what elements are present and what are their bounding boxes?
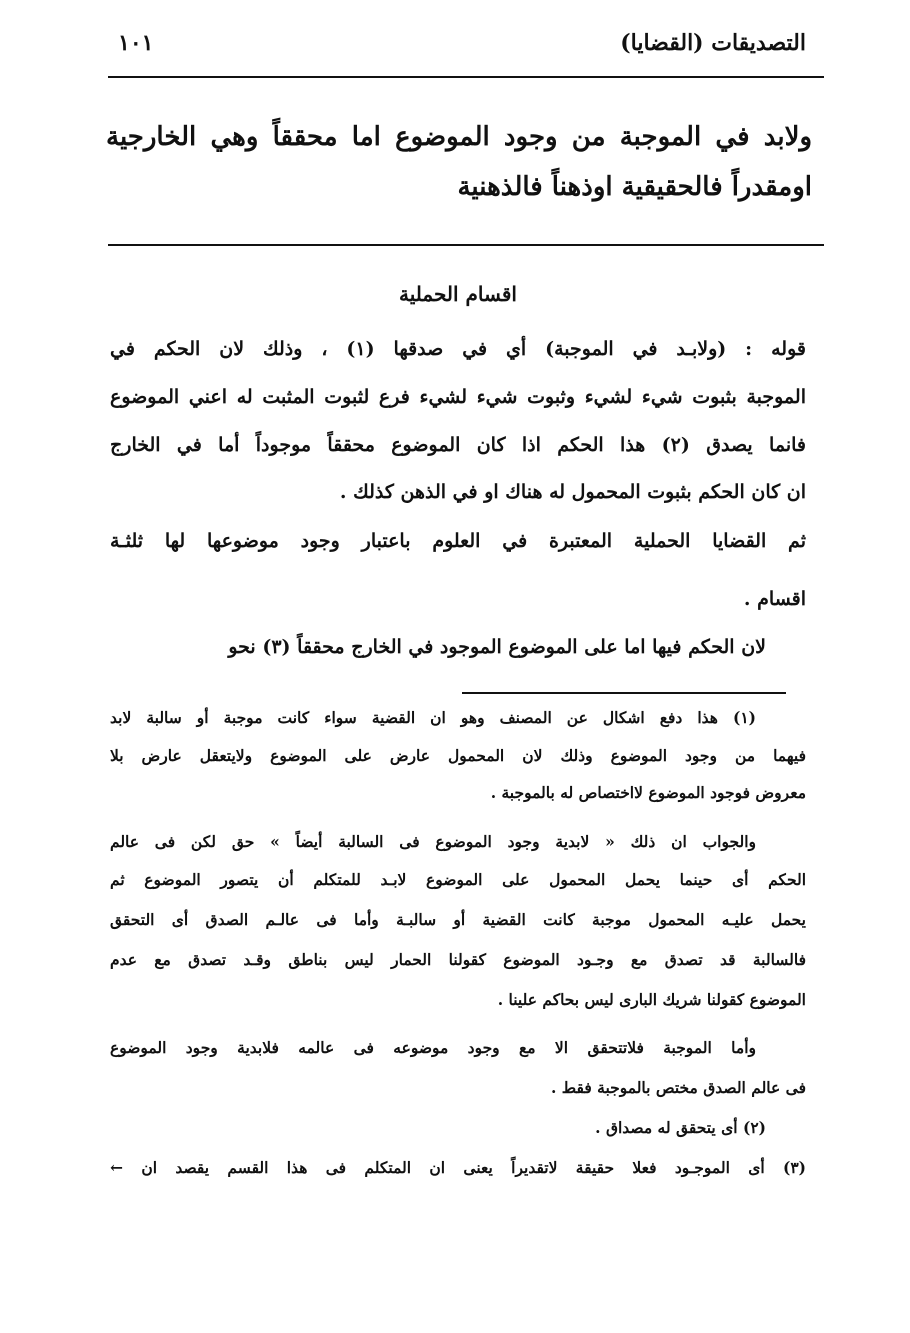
footnote-line: فى عالم الصدق مختص بالموجبة فقط . — [551, 1078, 806, 1097]
footnote-line: فيهما من وجود الموضوع وذلك لان المحمول عارض على الموضوع ولايتعقل عارض بلا — [110, 746, 806, 765]
footnote-line: معروض فوجود الموضوع لااختصاص له بالموجبة . — [490, 783, 806, 802]
body-line: ان كان الحكم بثبوت المحمول له هناك او في الذهن كذلك . — [339, 481, 806, 503]
header-rule — [108, 76, 824, 78]
section-title: اقسام الحملية — [399, 282, 517, 306]
footnote-line: يحمل عليـه المحمول موجبة كانت القضية أو سالبـة وأما فى عالـم الصدق أى التحقق — [110, 910, 806, 929]
footnote-line: والجواب ان ذلك « لابدية وجود الموضوع فى السالبة أيضاً » حق لكن فى عالم — [110, 832, 756, 851]
body-line: الموجبة بثبوت شيء لشيء وثبوت شيء لشيء فرع لثبوت المثبت له اعني الموضوع — [110, 386, 806, 408]
body-line: قوله : (ولابـد في الموجبة) أي في صدقها (١) ، وذلك لان الحكم في — [110, 338, 806, 360]
matn-line: ولابد في الموجبة من وجود الموضوع اما محققاً وهي الخارجية — [106, 122, 812, 152]
page-number: ١٠١ — [118, 30, 154, 56]
footnote-line: الحكم أى حينما يحمل المحمول على الموضوع لابـد للمتكلم أن يتصور الموضوع ثم — [110, 870, 806, 889]
footnote-line: فالسالبة قد تصدق مع وجـود الموضوع كقولنا الحمار ليس بناطق وقـد تصدق مع عدم — [110, 950, 806, 969]
footnote-line: (٣) أى الموجـود فعلا حقيقة لاتقديراً يعنى ان المتكلم فى هذا القسم يقصد ان ← — [110, 1158, 806, 1177]
body-line: ثم القضايا الحملية المعتبرة في العلوم باعتبار وجود موضوعها لها ثلثـة — [110, 530, 806, 552]
footnote-line: الموضوع كقولنا شريك البارى ليس بحاكم علينا . — [497, 990, 806, 1009]
matn-line: اومقدراً فالحقيقية اوذهناً فالذهنية — [457, 172, 812, 202]
footnote-line: وأما الموجبة فلاتتحقق الا مع وجود موضوعه فى عالمه فلابدية وجود الموضوع — [110, 1038, 756, 1057]
footnote-separator — [462, 692, 786, 694]
matn-rule — [108, 244, 824, 246]
running-header-title: التصديقات (القضايا) — [620, 30, 806, 56]
body-line: اقسام . — [743, 588, 806, 610]
footnote-line: (١) هذا دفع اشكال عن المصنف وهو ان القضية سواء كانت موجبة أو سالبة لابد — [110, 708, 756, 727]
footnote-line: (٢) أى يتحقق له مصداق . — [595, 1118, 766, 1137]
body-line: لان الحكم فيها اما على الموضوع الموجود في الخارج محققاً (٣) نحو — [228, 636, 766, 658]
body-line: فانما يصدق (٢) هذا الحكم اذا كان الموضوع محققاً موجوداً أما في الخارج — [110, 434, 806, 456]
